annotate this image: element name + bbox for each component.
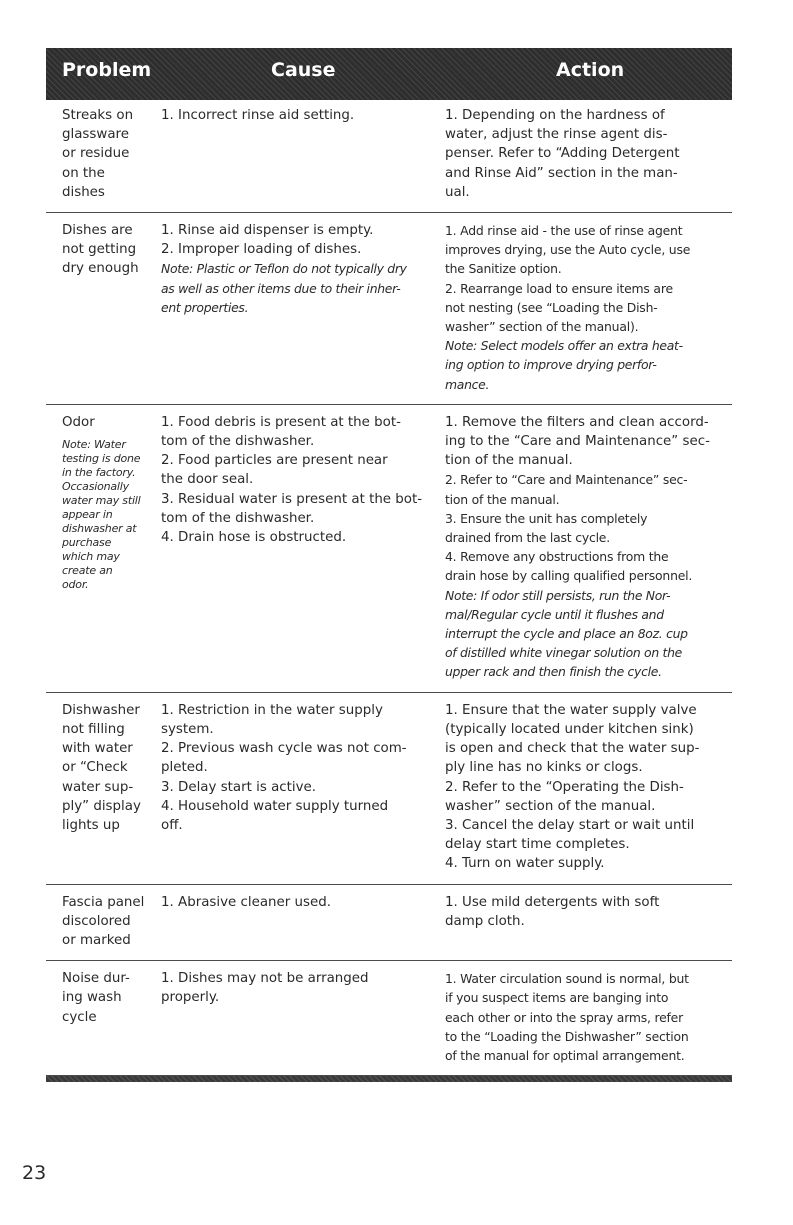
text-line: 1. Add rinse aid - the use of rinse agent <box>445 223 683 239</box>
text-line: mance. <box>445 376 490 392</box>
text-line: water, adjust the rinse agent dis- <box>445 127 668 143</box>
table-row <box>46 693 732 885</box>
text-line: in the factory. <box>62 466 136 480</box>
text-line: drain hose by calling qualified personnel. <box>445 568 693 584</box>
text-line: penser. Refer to “Adding Detergent <box>445 146 680 162</box>
table-row <box>46 885 732 962</box>
action-action-text <box>445 701 730 874</box>
text-line: 1. Food debris is present at the bot- <box>161 414 401 430</box>
text-line: properly. <box>161 990 220 1006</box>
text-line: Dishes are <box>62 223 133 239</box>
problem-cell <box>46 221 154 394</box>
cause-cell <box>154 969 433 1065</box>
text-line: off. <box>161 817 183 833</box>
text-line: glassware <box>62 127 129 143</box>
action-action-text <box>445 106 730 202</box>
text-line: washer” section of the manual). <box>445 319 639 335</box>
text-line: water sup- <box>62 779 134 795</box>
text-line: water may still <box>62 494 141 508</box>
problem-problem-text <box>62 969 154 1027</box>
text-line: 3. Cancel the delay start or wait until <box>445 817 695 833</box>
text-line: Fascia panel <box>62 894 145 910</box>
text-line: Note: If odor still persists, run the Nor- <box>445 587 671 603</box>
header-cause: Cause <box>271 59 336 81</box>
text-line: 3. Delay start is active. <box>161 779 317 795</box>
cause-cell <box>154 221 433 394</box>
text-line: 2. Refer to “Care and Maintenance” sec- <box>445 472 688 488</box>
text-line: 1. Remove the filters and clean accord- <box>445 414 709 430</box>
text-line: ent properties. <box>161 299 249 315</box>
text-line: purchase <box>62 536 112 550</box>
text-line: (typically located under kitchen sink) <box>445 721 694 737</box>
action-cell <box>433 893 730 951</box>
text-line: Dishwasher <box>62 702 140 718</box>
text-line: Note: Plastic or Teflon do not typically dry <box>161 261 407 277</box>
action-action-note-text <box>445 336 730 394</box>
text-line: 1. Ensure that the water supply valve <box>445 702 697 718</box>
text-line: ing wash <box>62 990 122 1006</box>
text-line: ply line has no kinks or clogs. <box>445 760 643 776</box>
text-line: Odor <box>62 414 95 430</box>
text-line: of distilled white vinegar solution on the <box>445 645 682 661</box>
text-line: 1. Rinse aid dispenser is empty. <box>161 223 374 239</box>
cause-cause-text <box>161 221 433 259</box>
text-line: 2. Refer to the “Operating the Dish- <box>445 779 684 795</box>
text-line: not filling <box>62 721 125 737</box>
text-line: which may <box>62 550 120 564</box>
header-action: Action <box>556 59 625 81</box>
text-line: system. <box>161 721 214 737</box>
text-line: improves drying, use the Auto cycle, use <box>445 242 691 258</box>
text-line: or marked <box>62 932 131 948</box>
text-line: Streaks on <box>62 108 134 123</box>
cause-cell <box>154 106 433 202</box>
page-number: 23 <box>22 1162 47 1184</box>
text-line: tion of the manual. <box>445 491 560 507</box>
cause-cause-text <box>161 106 433 125</box>
text-line: with water <box>62 741 133 757</box>
text-line: of the manual for optimal arrangement. <box>445 1047 685 1063</box>
text-line: 1. Restriction in the water supply <box>161 702 383 718</box>
cause-cause-text <box>161 969 433 1007</box>
text-line: not nesting (see “Loading the Dish- <box>445 299 658 315</box>
action-cell <box>433 701 730 874</box>
problem-problem-text <box>62 701 154 835</box>
text-line: ing option to improve drying perfor- <box>445 357 657 373</box>
problem-cell <box>46 893 154 951</box>
text-line: 2. Improper loading of dishes. <box>161 242 362 258</box>
text-line: 4. Remove any obstructions from the <box>445 549 669 565</box>
table-row <box>46 100 732 213</box>
cause-cause-text <box>161 701 433 835</box>
text-line: tom of the dishwasher. <box>161 434 315 450</box>
problem-cell <box>46 701 154 874</box>
text-line: delay start time completes. <box>445 837 630 853</box>
table-row <box>46 213 732 405</box>
text-line: cycle <box>62 1009 97 1025</box>
text-line: 2. Previous wash cycle was not com- <box>161 741 407 757</box>
text-line: dishwasher at <box>62 522 137 536</box>
text-line: 1. Dishes may not be arranged <box>161 971 369 987</box>
action-action-small-text <box>445 470 730 585</box>
text-line: on the <box>62 165 105 181</box>
action-action-text <box>445 893 730 931</box>
text-line: the Sanitize option. <box>445 261 562 277</box>
text-line: 1. Depending on the hardness of <box>445 108 665 123</box>
text-line: the door seal. <box>161 472 254 488</box>
problem-cell <box>46 969 154 1065</box>
action-cell <box>433 969 730 1065</box>
problem-problem-text <box>62 893 154 951</box>
text-line: 3. Ensure the unit has completely <box>445 510 648 526</box>
cause-cause-text <box>161 413 433 547</box>
cause-cause-note-text <box>161 259 433 317</box>
text-line: damp cloth. <box>445 913 525 929</box>
text-line: pleted. <box>161 760 208 776</box>
text-line: lights up <box>62 817 120 833</box>
text-line: Occasionally <box>62 480 129 494</box>
header-problem: Problem <box>62 59 152 81</box>
text-line: 3. Residual water is present at the bot- <box>161 491 423 507</box>
text-line: ual. <box>445 184 470 200</box>
text-line: 4. Turn on water supply. <box>445 856 605 872</box>
text-line: Note: Select models offer an extra heat- <box>445 338 683 354</box>
cause-cause-text <box>161 893 433 912</box>
action-cell <box>433 221 730 394</box>
table-row <box>46 961 732 1076</box>
problem-cell <box>46 106 154 202</box>
text-line: dishes <box>62 184 105 200</box>
cause-cell <box>154 893 433 951</box>
cause-cell <box>154 701 433 874</box>
text-line: dry enough <box>62 261 139 277</box>
text-line: or “Check <box>62 760 128 776</box>
text-line: is open and check that the water sup- <box>445 741 700 757</box>
problem-problem-text <box>62 413 154 432</box>
text-line: if you suspect items are banging into <box>445 990 669 1006</box>
text-line: testing is done <box>62 452 141 466</box>
text-line: tom of the dishwasher. <box>161 510 315 526</box>
problem-problem-note-text <box>62 438 154 592</box>
text-line: not getting <box>62 242 137 258</box>
text-line: 1. Incorrect rinse aid setting. <box>161 108 355 123</box>
text-line: appear in <box>62 508 113 522</box>
text-line: or residue <box>62 146 130 162</box>
text-line: ply” display <box>62 798 141 814</box>
text-line: drained from the last cycle. <box>445 530 610 546</box>
text-line: 1. Use mild detergents with soft <box>445 894 660 910</box>
action-action-text <box>445 413 730 471</box>
text-line: upper rack and then finish the cycle. <box>445 664 662 680</box>
text-line: 2. Food particles are present near <box>161 453 388 469</box>
text-line: 4. Household water supply turned <box>161 798 389 814</box>
problem-cell <box>46 413 154 682</box>
text-line: interrupt the cycle and place an 8oz. cup <box>445 626 688 642</box>
text-line: 2. Rearrange load to ensure items are <box>445 280 673 296</box>
table-row <box>46 405 732 693</box>
text-line: tion of the manual. <box>445 453 573 469</box>
action-action-small-text <box>445 221 730 336</box>
action-action-note-text <box>445 586 730 682</box>
table-bottom-bar <box>46 1076 732 1082</box>
text-line: ing to the “Care and Maintenance” sec- <box>445 434 710 450</box>
table-header <box>46 48 732 100</box>
text-line: 1. Abrasive cleaner used. <box>161 894 331 910</box>
problem-problem-text <box>62 221 154 279</box>
text-line: and Rinse Aid” section in the man- <box>445 165 678 181</box>
text-line: as well as other items due to their inher- <box>161 280 401 296</box>
text-line: discolored <box>62 913 131 929</box>
action-cell <box>433 106 730 202</box>
text-line: odor. <box>62 578 89 592</box>
text-line: 4. Drain hose is obstructed. <box>161 530 347 546</box>
problem-problem-text <box>62 106 154 202</box>
table-body <box>46 100 732 1076</box>
text-line: Note: Water <box>62 438 126 452</box>
text-line: mal/Regular cycle until it flushes and <box>445 606 664 622</box>
troubleshooting-table <box>46 48 732 1082</box>
text-line: Noise dur- <box>62 971 130 987</box>
text-line: 1. Water circulation sound is normal, but <box>445 971 689 987</box>
text-line: each other or into the spray arms, refer <box>445 1009 684 1025</box>
text-line: washer” section of the manual. <box>445 798 656 814</box>
cause-cell <box>154 413 433 682</box>
text-line: to the “Loading the Dishwasher” section <box>445 1028 689 1044</box>
text-line: create an <box>62 564 113 578</box>
action-action-small-text <box>445 969 730 1065</box>
action-cell <box>433 413 730 682</box>
